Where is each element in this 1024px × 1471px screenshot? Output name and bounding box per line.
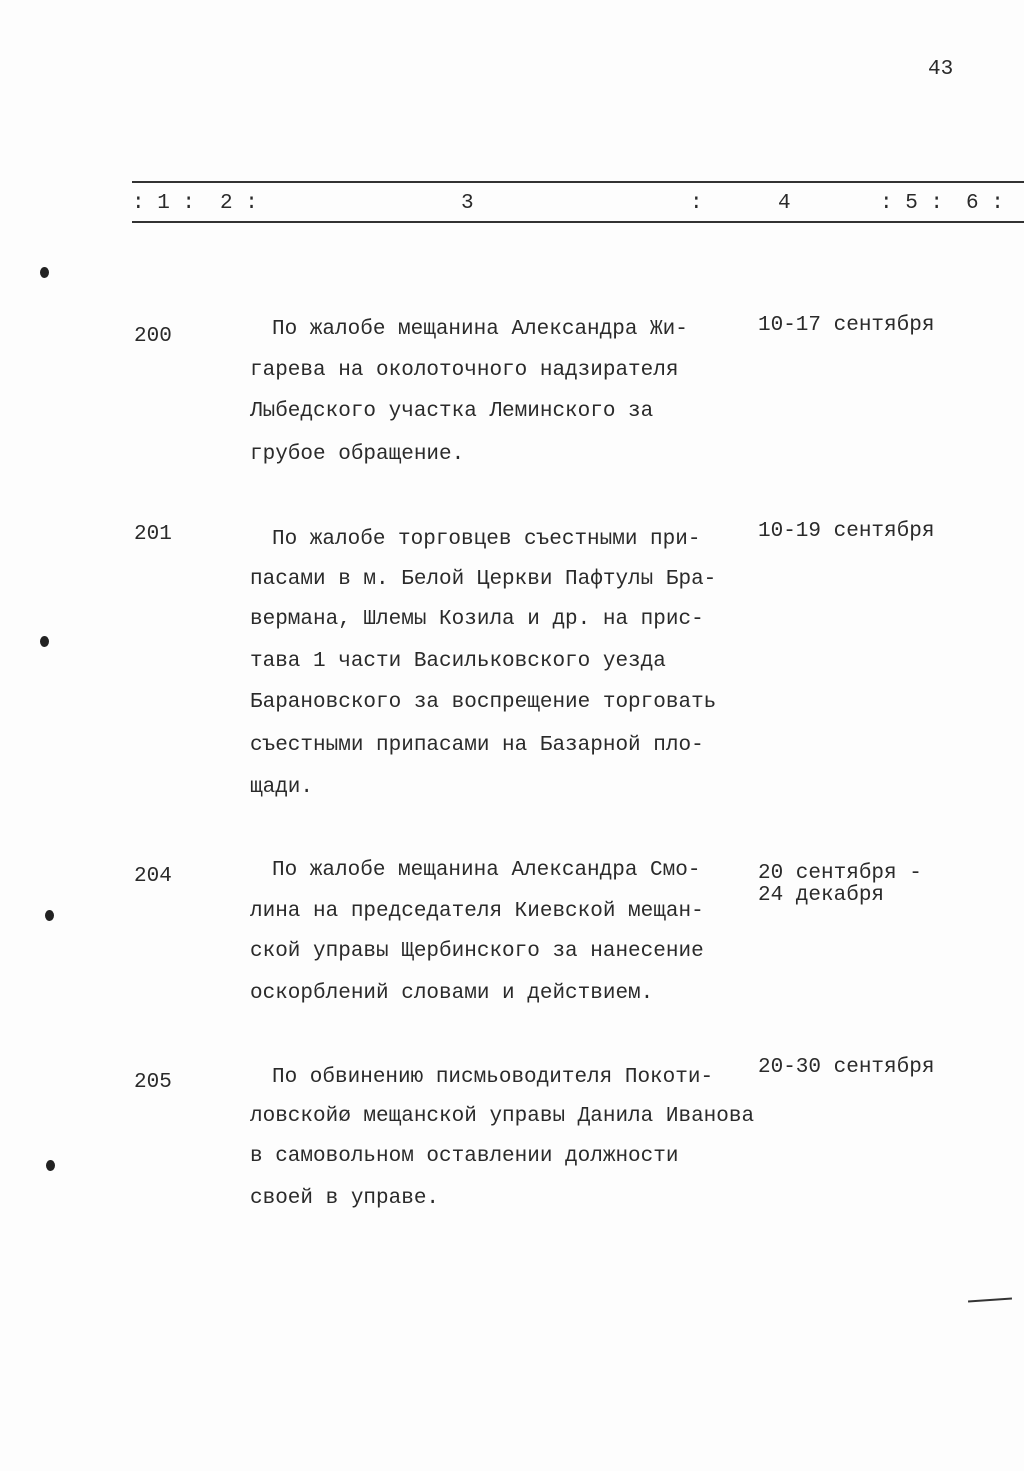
column-header: 3 bbox=[461, 192, 474, 215]
column-header: : 5 : bbox=[880, 192, 944, 215]
entry-text-line: По жалобе мещанина Александра Жи- bbox=[272, 318, 688, 341]
header-bottom-rule bbox=[132, 221, 1024, 223]
entry-date: 20-30 сентября bbox=[758, 1056, 935, 1079]
entry-number: 201 bbox=[134, 523, 172, 546]
column-header: 2 : bbox=[220, 192, 258, 215]
pen-stroke bbox=[968, 1297, 1012, 1302]
punch-hole-mark bbox=[40, 267, 49, 278]
entry-text-line: съестными припасами на Базарной пло- bbox=[250, 734, 704, 757]
punch-hole-mark bbox=[45, 910, 54, 921]
entry-text-line: ловскойø мещанской управы Данила Иванова bbox=[250, 1105, 755, 1128]
entry-date: 20 сентября - bbox=[758, 862, 922, 885]
entry-date: 10-19 сентября bbox=[758, 520, 935, 543]
entry-text-line: лина на председателя Киевской мещан- bbox=[250, 900, 704, 923]
column-header: 4 bbox=[778, 192, 791, 215]
entry-text-line: По жалобе торговцев съестными при- bbox=[272, 528, 701, 551]
column-header: : bbox=[690, 192, 703, 215]
entry-text-line: ской управы Щербинского за нанесение bbox=[250, 940, 704, 963]
column-header: : 1 : bbox=[132, 192, 196, 215]
entry-date: 24 декабря bbox=[758, 884, 885, 907]
page-number: 43 bbox=[928, 58, 954, 81]
entry-text-line: оскорблений словами и действием. bbox=[250, 982, 654, 1005]
entry-text-line: Барановского за воспрещение торговать bbox=[250, 691, 717, 714]
entry-text-line: грубое обращение. bbox=[250, 443, 465, 466]
entry-number: 204 bbox=[134, 865, 172, 888]
header-top-rule bbox=[132, 181, 1024, 183]
entry-text-line: вермана, Шлемы Козила и др. на прис- bbox=[250, 608, 704, 631]
entry-text-line: пасами в м. Белой Церкви Пафтулы Бра- bbox=[250, 568, 717, 591]
entry-date: 10-17 сентября bbox=[758, 314, 935, 337]
entry-text-line: Лыбедского участка Леминского за bbox=[250, 400, 654, 423]
punch-hole-mark bbox=[46, 1160, 55, 1171]
column-header: 6 : bbox=[966, 192, 1004, 215]
entry-text-line: тава 1 части Васильковского уезда bbox=[250, 650, 666, 673]
entry-number: 205 bbox=[134, 1071, 172, 1094]
punch-hole-mark bbox=[40, 636, 49, 647]
entry-text-line: своей в управе. bbox=[250, 1187, 440, 1210]
entry-text-line: в самовольном оставлении должности bbox=[250, 1145, 679, 1168]
entry-text-line: По жалобе мещанина Александра Смо- bbox=[272, 859, 701, 882]
entry-text-line: щади. bbox=[250, 776, 314, 799]
entry-number: 200 bbox=[134, 325, 172, 348]
entry-text-line: гарева на околоточного надзирателя bbox=[250, 359, 679, 382]
entry-text-line: По обвинению писмьоводителя Покоти- bbox=[272, 1066, 714, 1089]
